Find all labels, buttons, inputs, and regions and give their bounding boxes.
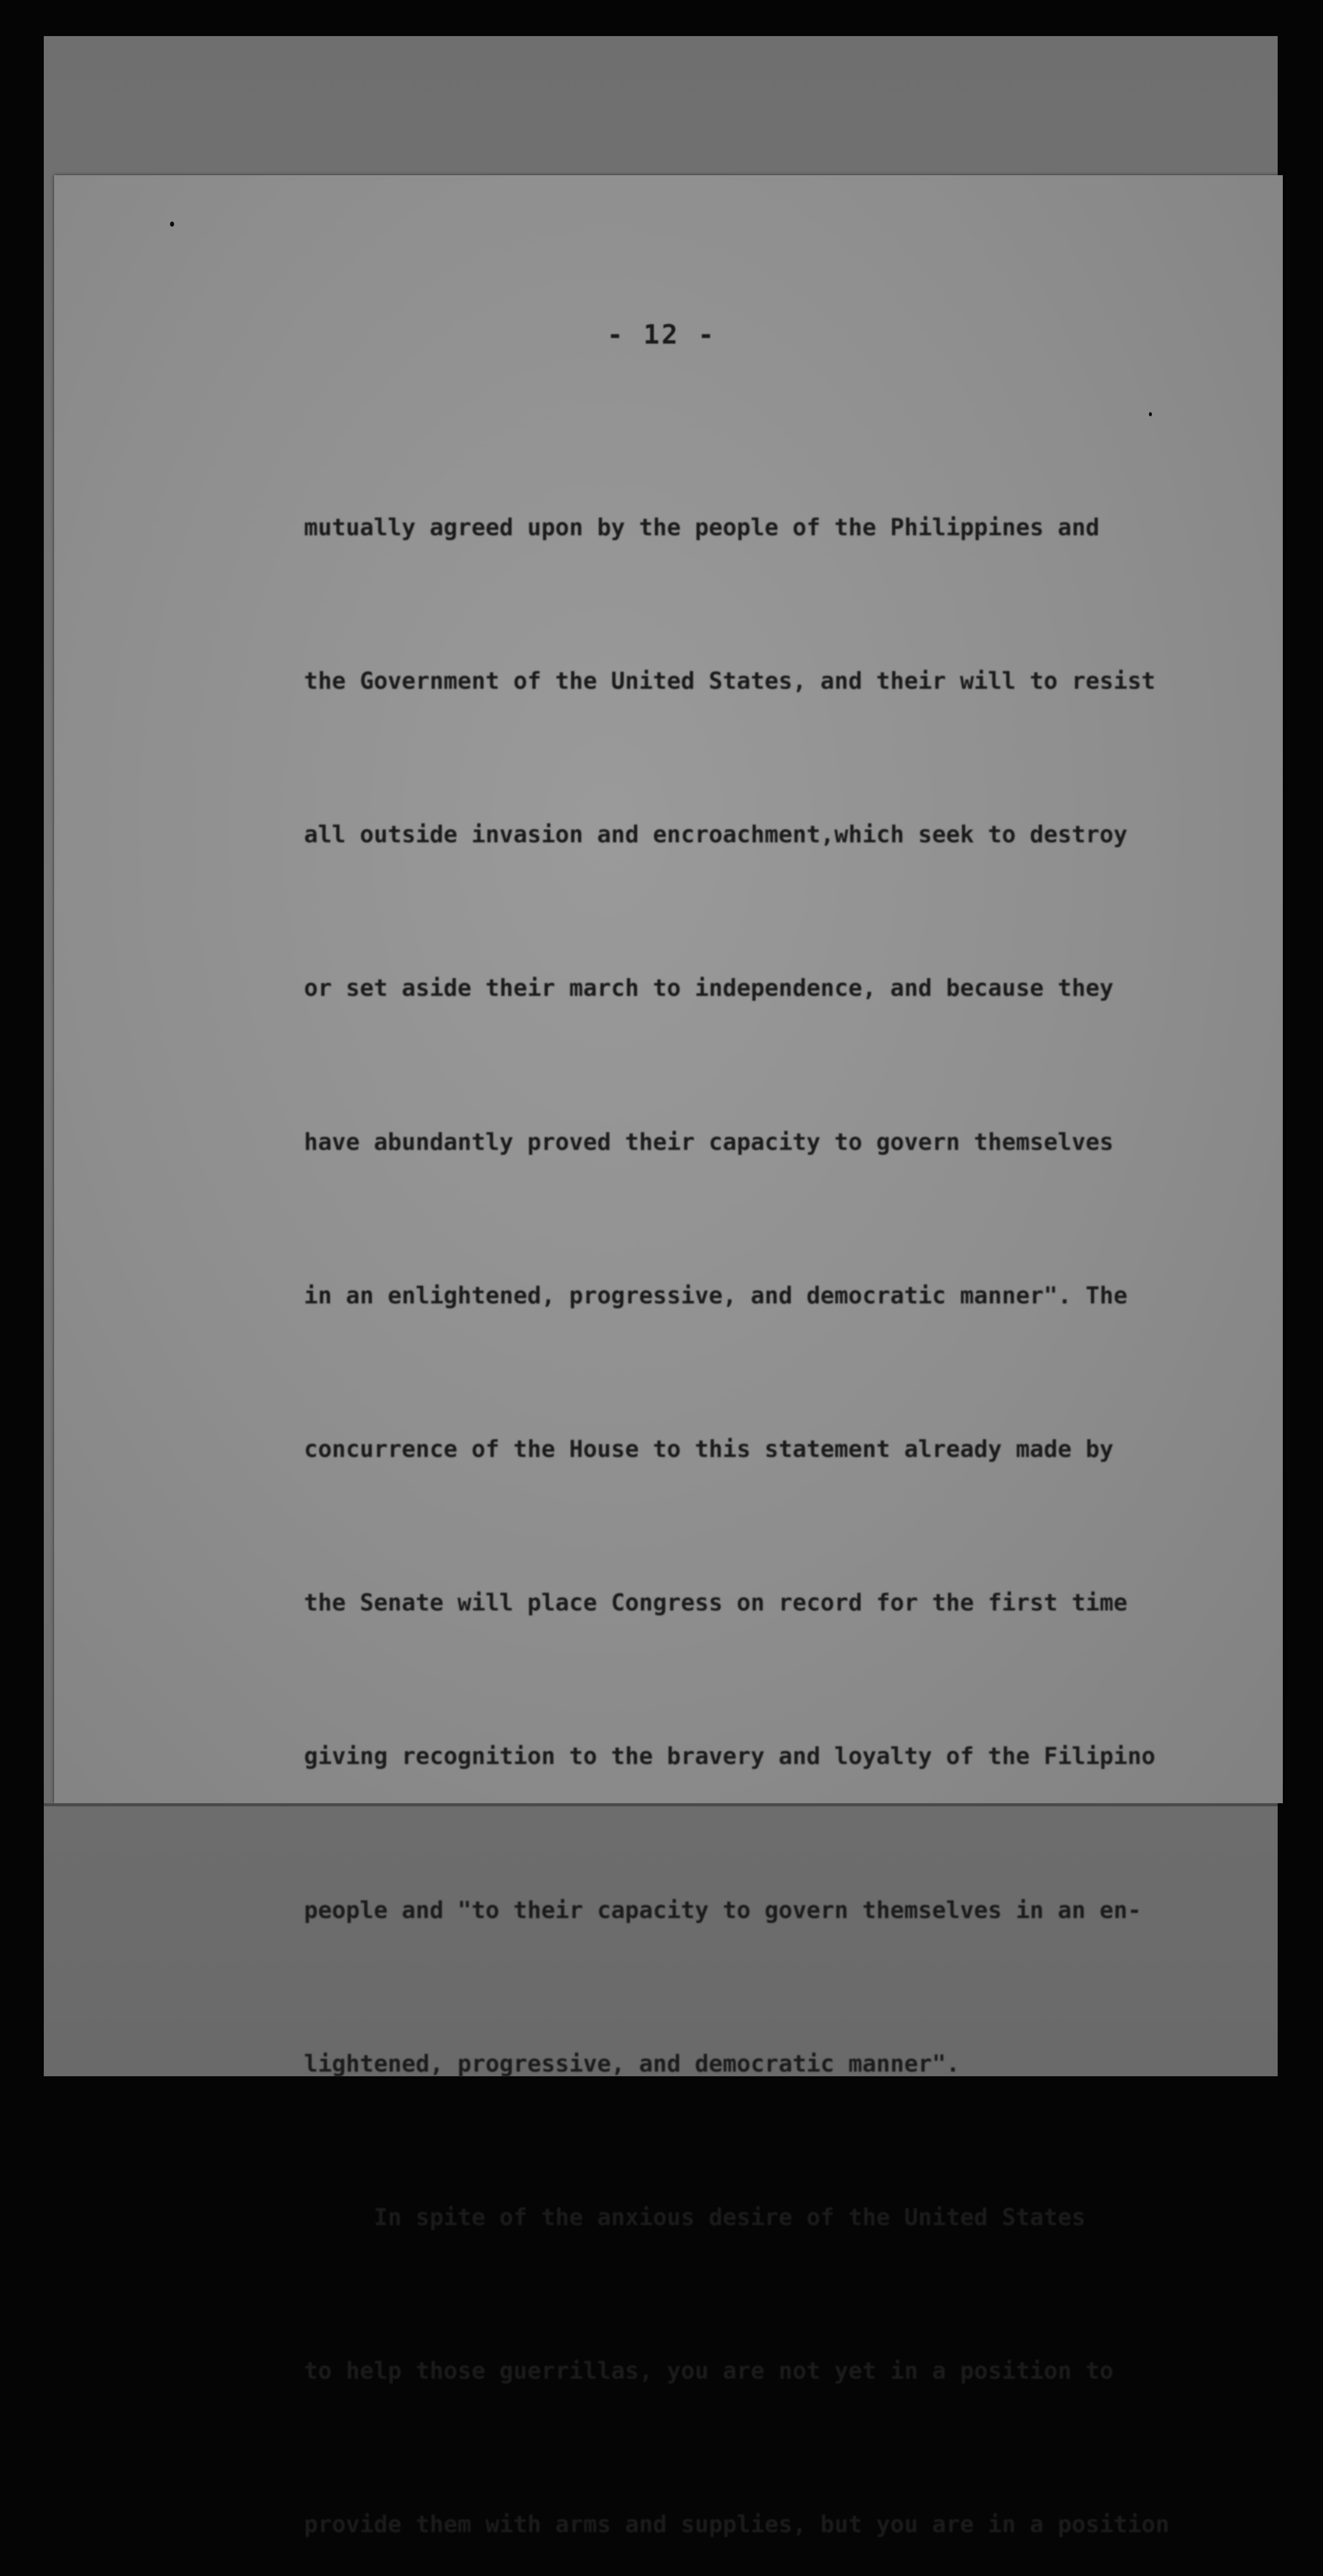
dust-speck	[1149, 412, 1152, 416]
text-line: concurrence of the House to this statement already made by	[304, 1435, 1114, 1463]
text-line: the Government of the United States, and their will to resist	[304, 667, 1156, 695]
text-line: in an enlightened, progressive, and democratic manner". The	[304, 1281, 1128, 1309]
typed-body	[304, 399, 1169, 2576]
text-line: all outside invasion and encroachment,which seek to destroy	[304, 821, 1128, 849]
page-number: - 12 -	[607, 319, 716, 350]
text-line: the Senate will place Congress on record for the first time	[304, 1589, 1128, 1617]
text-line: mutually agreed upon by the people of the Philippines and	[304, 513, 1100, 541]
text-line: to help those guerrillas, you are not yet in a position to	[304, 2357, 1114, 2385]
text-line: people and "to their capacity to govern themselves in an en-	[304, 1896, 1142, 1924]
text-line: provide them with arms and supplies, but you are in a position	[304, 2511, 1169, 2538]
text-line: In spite of the anxious desire of the United States	[304, 2204, 1086, 2231]
text-line: lightened, progressive, and democratic manner".	[304, 2049, 960, 2077]
text-line: or set aside their march to independence, and because they	[304, 974, 1114, 1002]
dust-speck	[170, 222, 174, 227]
text-line: giving recognition to the bravery and loyalty of the Filipino	[304, 1742, 1156, 1770]
text-line: have abundantly proved their capacity to govern themselves	[304, 1128, 1114, 1156]
